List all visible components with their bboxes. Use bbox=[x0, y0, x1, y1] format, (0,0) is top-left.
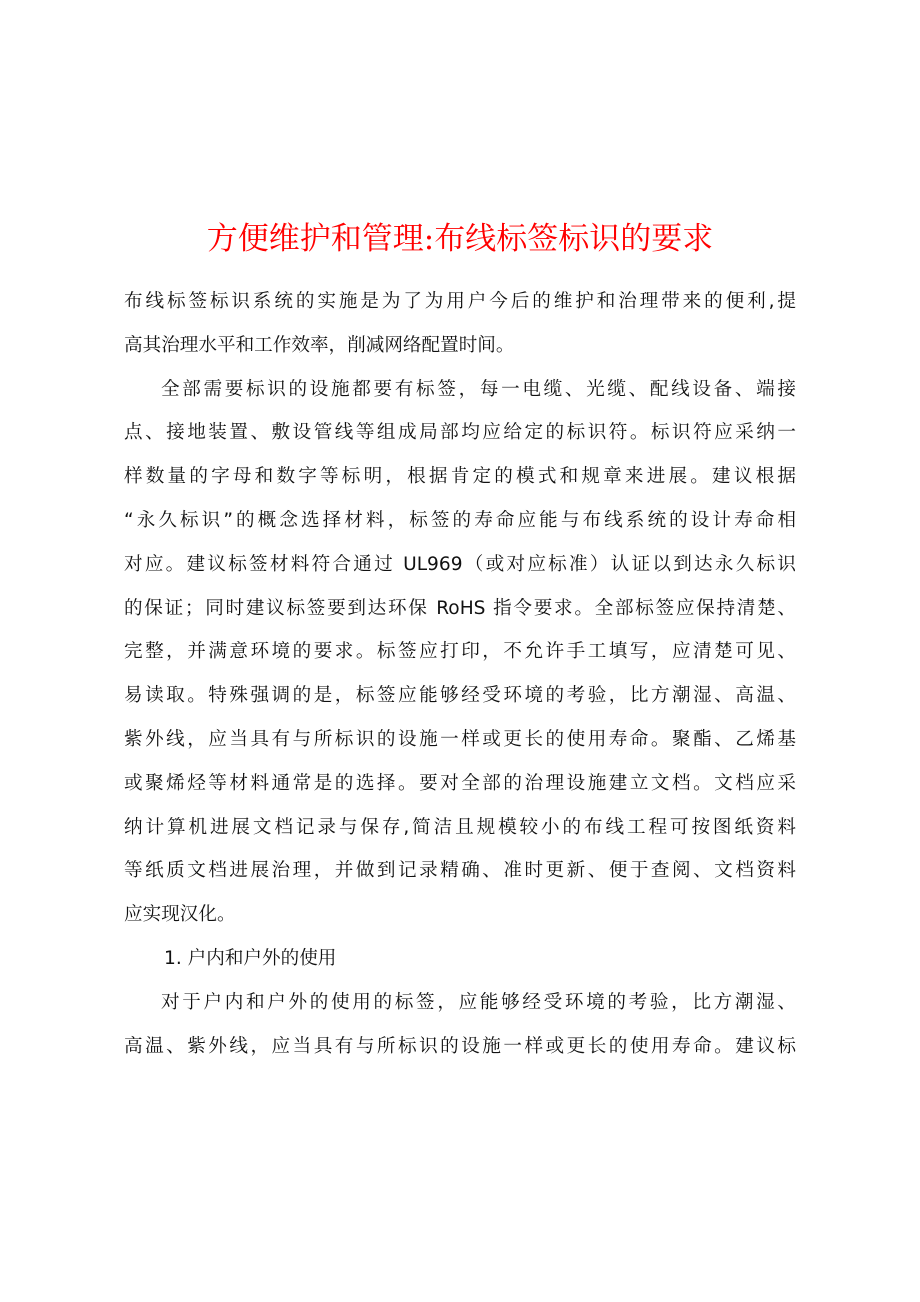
text-line: 的保证；同时建议标签要到达环保 RoHS 指令要求。全部标签应保持清楚、 bbox=[124, 597, 796, 619]
text-line: 应实现汉化。 bbox=[124, 904, 236, 926]
text-line: 样数量的字母和数字等标明，根据肯定的模式和规章来进展。建议根据 bbox=[124, 466, 796, 488]
section-heading bbox=[124, 937, 804, 981]
text-line: 对应。建议标签材料符合通过 UL969（或对应标准）认证以到达永久标识 bbox=[124, 553, 796, 575]
text-line: 等纸质文档进展治理，并做到记录精确、准时更新、便于查阅、文档资料 bbox=[124, 860, 796, 882]
paragraph-indoor-outdoor bbox=[124, 981, 804, 1069]
document-title: 方便维护和管理:布线标签标识的要求 bbox=[206, 220, 714, 257]
text-line: 完整，并满意环境的要求。标签应打印，不允许手工填写，应清楚可见、 bbox=[124, 641, 796, 663]
paragraph-intro bbox=[124, 280, 804, 368]
text-line: 或聚烯烃等材料通常是的选择。要对全部的治理设施建立文档。文档应采 bbox=[124, 772, 796, 794]
text-line: 纳计算机进展文档记录与保存,简洁且规模较小的布线工程可按图纸资料 bbox=[124, 816, 796, 838]
text-line: “永久标识”的概念选择材料，标签的寿命应能与布线系统的设计寿命相 bbox=[124, 509, 796, 531]
text-line: 高温、紫外线，应当具有与所标识的设施一样或更长的使用寿命。建议标 bbox=[124, 1035, 796, 1057]
section-heading-text: 1. 户内和户外的使用 bbox=[164, 947, 337, 969]
document-body bbox=[124, 280, 804, 1068]
paragraph-requirements bbox=[124, 368, 804, 937]
text-line: 对于户内和户外的使用的标签，应能够经受环境的考验，比方潮湿、 bbox=[161, 991, 796, 1013]
text-line: 紫外线，应当具有与所标识的设施一样或更长的使用寿命。聚酯、乙烯基 bbox=[124, 728, 796, 750]
text-line: 易读取。特殊强调的是，标签应能够经受环境的考验，比方潮湿、高温、 bbox=[124, 685, 796, 707]
text-line: 点、接地装置、敷设管线等组成局部均应给定的标识符。标识符应采纳一 bbox=[124, 422, 796, 444]
text-line: 布线标签标识系统的实施是为了为用户今后的维护和治理带来的便利,提 bbox=[124, 291, 796, 312]
text-line: 全部需要标识的设施都要有标签，每一电缆、光缆、配线设备、端接 bbox=[161, 378, 796, 400]
text-line: 高其治理水平和工作效率，削减网络配置时间。 bbox=[124, 334, 515, 356]
